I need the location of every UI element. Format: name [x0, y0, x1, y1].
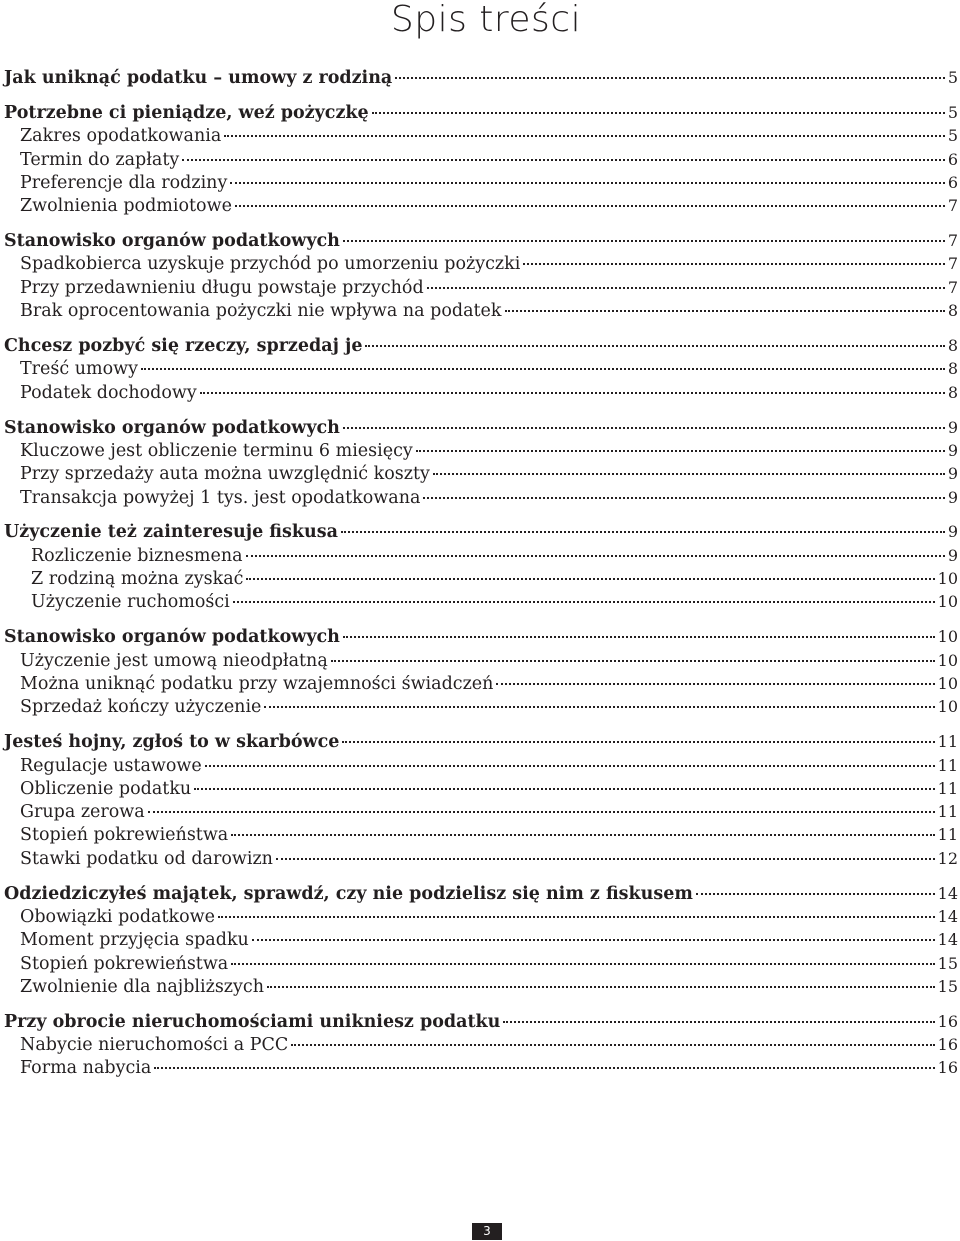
- toc-entry-page: 11: [937, 732, 958, 752]
- toc-section-entry[interactable]: [4, 66, 958, 89]
- toc-subsection-entry[interactable]: [4, 754, 958, 777]
- page-number-badge: 3: [472, 1223, 502, 1240]
- toc-entry-label: Kluczowe jest obliczenie terminu 6 miesięcy: [20, 440, 413, 461]
- dot-leader: [505, 310, 945, 312]
- toc-section-entry[interactable]: [4, 334, 958, 357]
- dot-leader: [503, 1021, 934, 1023]
- dot-leader: [341, 531, 945, 533]
- toc-entry-label: Sprzedaż kończy użyczenie: [20, 697, 262, 718]
- toc-entry-label: Zwolnienia podmiotowe: [20, 196, 232, 217]
- toc-entry-page: 9: [947, 464, 958, 484]
- toc-subsection-entry[interactable]: [4, 124, 958, 147]
- toc-entry-label: Użyczenie jest umową nieodpłatną: [20, 650, 328, 671]
- dot-leader: [231, 834, 934, 836]
- toc-section-entry[interactable]: [4, 101, 958, 124]
- toc-entry-label: Transakcja powyżej 1 tys. jest opodatkowana: [20, 487, 421, 508]
- toc-entry-page: 8: [947, 336, 958, 356]
- toc-entry-label: Jesteś hojny, zgłoś to w skarbówce: [4, 732, 340, 753]
- toc-group: [4, 101, 958, 217]
- toc-subsection-entry[interactable]: [4, 462, 958, 485]
- toc-subsection-entry[interactable]: [4, 357, 958, 380]
- toc-entry-page: 10: [937, 569, 958, 589]
- dot-leader: [372, 112, 945, 114]
- toc-entry-label: Stanowisko organów podatkowych: [4, 417, 340, 438]
- toc-entry-label: Stanowisko organów podatkowych: [4, 231, 340, 252]
- dot-leader: [395, 77, 945, 79]
- toc-entry-page: 7: [947, 231, 958, 251]
- dot-leader: [523, 263, 944, 265]
- toc-entry-label: Przy przedawnieniu długu powstaje przychód: [20, 277, 424, 298]
- toc-subsection-entry[interactable]: [4, 299, 958, 322]
- toc-entry-label: Z rodziną można zyskać: [31, 569, 244, 590]
- dot-leader: [246, 555, 945, 557]
- toc-entry-page: 16: [937, 1011, 958, 1031]
- toc-entry-label: Potrzebne ci pieniądze, weź pożyczkę: [4, 102, 369, 123]
- toc-subsection-entry[interactable]: [4, 590, 958, 613]
- toc-entry-page: 10: [937, 697, 958, 717]
- dot-leader: [218, 916, 935, 918]
- dot-leader: [291, 1044, 934, 1046]
- toc-entry-page: 9: [947, 440, 958, 460]
- toc-entry-label: Zwolnienie dla najbliższych: [20, 976, 264, 997]
- toc-entry-label: Stanowisko organów podatkowych: [4, 627, 340, 648]
- toc-entry-page: 14: [937, 930, 958, 950]
- dot-leader: [343, 240, 945, 242]
- dot-leader: [264, 706, 934, 708]
- toc-group: [4, 730, 958, 870]
- toc-subsection-entry[interactable]: [4, 486, 958, 509]
- dot-leader: [343, 427, 945, 429]
- page-title: Spis treści: [390, 0, 582, 40]
- toc-entry-label: Stopień pokrewieństwa: [20, 825, 229, 846]
- toc-entry-page: 9: [947, 522, 958, 542]
- dot-leader: [154, 1067, 934, 1069]
- dot-leader: [342, 741, 934, 743]
- toc-entry-label: Użyczenie ruchomości: [31, 592, 230, 613]
- dot-leader: [331, 660, 935, 662]
- dot-leader: [343, 636, 935, 638]
- dot-leader: [423, 497, 944, 499]
- dot-leader: [205, 765, 935, 767]
- toc-section-entry[interactable]: [4, 730, 958, 753]
- toc-entry-label: Stawki podatku od darowizn: [20, 848, 273, 869]
- toc-subsection-entry[interactable]: [4, 777, 958, 800]
- toc-entry-label: Użyczenie też zainteresuje fiskusa: [4, 522, 338, 543]
- dot-leader: [427, 287, 945, 289]
- toc-section-entry[interactable]: [4, 882, 958, 905]
- toc-entry-label: Chcesz pozbyć się rzeczy, sprzedaj je: [4, 336, 363, 357]
- toc-entry-label: Odziedziczyłeś majątek, sprawdź, czy nie podzielisz się nim z fiskusem: [4, 883, 693, 904]
- dot-leader: [230, 182, 944, 184]
- toc-entry-label: Obliczenie podatku: [20, 778, 192, 799]
- toc-entry-label: Obowiązki podatkowe: [20, 907, 215, 927]
- dot-leader: [200, 392, 945, 394]
- toc-entry-page: 7: [947, 196, 958, 216]
- dot-leader: [696, 893, 935, 895]
- toc-entry-page: 16: [937, 1035, 958, 1055]
- toc-entry-page: 9: [947, 487, 958, 507]
- toc-subsection-entry[interactable]: [4, 1056, 958, 1079]
- dot-leader: [148, 811, 935, 813]
- toc-entry-page: 11: [937, 755, 958, 775]
- toc-entry-label: Jak uniknąć podatku – umowy z rodziną: [4, 68, 393, 88]
- dot-leader: [233, 601, 935, 603]
- toc-entry-label: Grupa zerowa: [20, 802, 145, 823]
- toc-entry-page: 7: [947, 254, 958, 274]
- toc-entry-page: 16: [937, 1058, 958, 1078]
- dot-leader: [246, 578, 934, 580]
- toc-subsection-entry[interactable]: [4, 672, 958, 695]
- toc-group: [4, 625, 958, 718]
- toc-entry-label: Forma nabycia: [20, 1058, 152, 1079]
- toc-entry-page: 8: [947, 382, 958, 402]
- toc-subsection-entry[interactable]: [4, 1033, 958, 1056]
- toc-entry-page: 10: [937, 627, 958, 647]
- toc-entry-page: 6: [947, 149, 958, 169]
- toc-entry-page: 14: [937, 883, 958, 903]
- toc-subsection-entry[interactable]: [4, 928, 958, 951]
- dot-leader: [365, 345, 944, 347]
- dot-leader: [194, 788, 934, 790]
- toc-entry-page: 10: [937, 592, 958, 612]
- toc-entry-page: 11: [937, 802, 958, 822]
- toc-group: [4, 334, 958, 404]
- toc-group: [4, 882, 958, 998]
- toc-subsection-entry[interactable]: [4, 567, 958, 590]
- toc-subsection-entry[interactable]: [4, 194, 958, 217]
- toc-subsection-entry[interactable]: [4, 975, 958, 998]
- toc-subsection-entry[interactable]: [4, 439, 958, 462]
- toc-subsection-entry[interactable]: [4, 847, 958, 870]
- toc-entry-page: 8: [947, 359, 958, 379]
- toc-entry-label: Przy sprzedaży auta można uwzględnić koszty: [20, 464, 430, 485]
- toc-entry-page: 5: [947, 126, 958, 146]
- toc-entry-label: Stopień pokrewieństwa: [20, 953, 229, 974]
- dot-leader: [433, 473, 945, 475]
- toc-group: [4, 416, 958, 509]
- dot-leader: [141, 368, 945, 370]
- toc-entry-label: Podatek dochodowy: [20, 382, 197, 403]
- toc-subsection-entry[interactable]: [4, 952, 958, 975]
- toc-subsection-entry[interactable]: [4, 276, 958, 299]
- toc-entry-label: Brak oprocentowania pożyczki nie wpływa na podatek: [20, 301, 502, 322]
- dot-leader: [416, 450, 945, 452]
- toc-entry-page: 10: [937, 673, 958, 693]
- toc-entry-page: 11: [937, 778, 958, 798]
- toc-entry-page: 11: [937, 825, 958, 845]
- toc-entry-page: 12: [937, 848, 958, 868]
- toc-entry-page: 6: [947, 172, 958, 192]
- toc-entry-label: Rozliczenie biznesmena: [31, 545, 243, 566]
- toc-entry-label: Zakres opodatkowania: [20, 126, 222, 147]
- toc-entry-label: Nabycie nieruchomości a PCC: [20, 1035, 289, 1056]
- toc-subsection-entry[interactable]: [4, 381, 958, 404]
- toc-entry-page: 7: [947, 277, 958, 297]
- toc-group: [4, 1010, 958, 1080]
- dot-leader: [496, 683, 934, 685]
- toc-subsection-entry[interactable]: [4, 800, 958, 823]
- dot-leader: [182, 159, 945, 161]
- toc-entry-page: 5: [947, 68, 958, 87]
- toc-section-entry[interactable]: [4, 520, 958, 543]
- toc-entry-label: Przy obrocie nieruchomościami unikniesz podatku: [4, 1011, 501, 1032]
- toc-entry-label: Termin do zapłaty: [20, 149, 180, 170]
- toc-group: [4, 229, 958, 322]
- toc-section-entry[interactable]: [4, 1010, 958, 1033]
- toc-subsection-entry[interactable]: [4, 823, 958, 846]
- toc-entry-label: Można uniknąć podatku przy wzajemności świadczeń: [20, 673, 494, 694]
- toc-subsection-entry[interactable]: [4, 649, 958, 672]
- toc-entry-page: 9: [947, 417, 958, 437]
- toc-section-entry[interactable]: [4, 416, 958, 439]
- toc-subsection-entry[interactable]: [4, 905, 958, 928]
- toc-entry-page: 9: [947, 545, 958, 565]
- toc-group: [4, 520, 958, 613]
- toc-entry-page: 15: [937, 976, 958, 996]
- toc-subsection-entry[interactable]: [4, 148, 958, 171]
- toc-subsection-entry[interactable]: [4, 544, 958, 567]
- toc-entry-label: Moment przyjęcia spadku: [20, 930, 249, 951]
- toc-entry-page: 5: [947, 102, 958, 122]
- toc-section-entry[interactable]: [4, 625, 958, 648]
- dot-leader: [252, 939, 935, 941]
- toc-entry-page: 10: [937, 650, 958, 670]
- toc-entry-label: Regulacje ustawowe: [20, 755, 202, 776]
- dot-leader: [231, 963, 934, 965]
- table-of-contents: [4, 66, 958, 1091]
- toc-entry-label: Preferencje dla rodziny: [20, 172, 228, 193]
- toc-entry-page: 15: [937, 953, 958, 973]
- toc-subsection-entry[interactable]: [4, 171, 958, 194]
- toc-entry-page: 8: [947, 301, 958, 321]
- toc-entry-label: Treść umowy: [20, 359, 139, 380]
- dot-leader: [276, 858, 935, 860]
- dot-leader: [224, 135, 945, 137]
- toc-entry-page: 14: [937, 907, 958, 926]
- toc-subsection-entry[interactable]: [4, 695, 958, 718]
- toc-entry-label: Spadkobierca uzyskuje przychód po umorzeniu pożyczki: [20, 254, 521, 275]
- toc-subsection-entry[interactable]: [4, 252, 958, 275]
- toc-section-entry[interactable]: [4, 229, 958, 252]
- dot-leader: [267, 986, 935, 988]
- toc-group: [4, 66, 958, 89]
- dot-leader: [235, 205, 945, 207]
